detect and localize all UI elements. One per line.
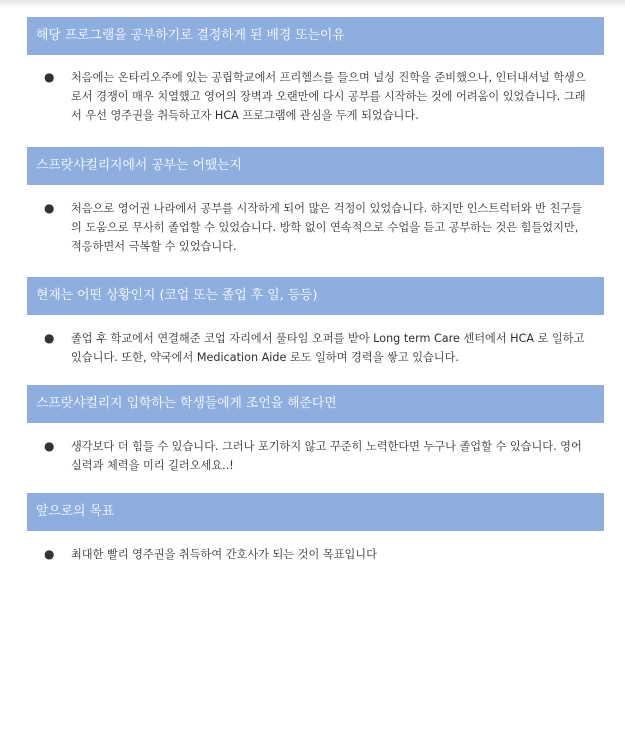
section-header: 해당 프로그램을 공부하기로 결정하게 된 배경 또는이유	[27, 17, 604, 55]
bullet-icon: ●	[44, 201, 55, 215]
section-text: 생각보다 더 힘들 수 있습니다. 그러나 포기하지 않고 꾸준히 노력한다면 누구나 졸업할 수 있습니다. 영어실력과 체력을 미리 길러오세요..!	[71, 440, 582, 472]
document	[27, 17, 604, 564]
section-background-reason	[27, 17, 604, 147]
bullet-icon: ●	[44, 439, 55, 453]
section-body	[27, 185, 604, 277]
section-text: 처음으로 영어권 나라에서 공부를 시작하게 되어 많은 걱정이 있었습니다. 하지만 인스트럭터와 반 친구들의 도움으로 무사히 졸업할 수 있었습니다. 방학 없이 연속적으로 수업을 듣고 공부하는 것은 힘들었지만, 적응하면서 극복할 수 있었습니다.	[71, 202, 582, 253]
section-current-status	[27, 277, 604, 385]
section-body	[27, 315, 604, 385]
bullet-icon: ●	[44, 70, 55, 84]
section-header: 스프랏샤컬리지 입학하는 학생들에게 조언을 해준다면	[27, 385, 604, 423]
section-text: 졸업 후 학교에서 연결해준 코업 자리에서 풀타임 오퍼를 받아 Long term Care 센터에서 HCA 로 일하고 있습니다. 또한, 약국에서 Medication Aide 로도 일하며 경력을 쌓고 있습니다.	[71, 332, 585, 364]
section-advice	[27, 385, 604, 493]
section-header: 현재는 어떤 상황인지 (코업 또는 졸업 후 일, 등등)	[27, 277, 604, 315]
section-study-experience	[27, 147, 604, 277]
section-body	[27, 55, 604, 147]
section-future-goal	[27, 493, 604, 564]
section-header: 앞으로의 목표	[27, 493, 604, 531]
section-body	[27, 423, 604, 493]
bullet-icon: ●	[44, 547, 55, 561]
section-text: 최대한 빨리 영주권을 취득하여 간호사가 되는 것이 목표입니다	[71, 548, 377, 561]
bullet-icon: ●	[44, 331, 55, 345]
section-body	[27, 531, 604, 564]
top-shadow	[0, 0, 625, 8]
section-header: 스프랏샤컬리지에서 공부는 어땠는지	[27, 147, 604, 185]
section-text: 처음에는 온타리오주에 있는 공립학교에서 프리헬스를 들으며 널싱 진학을 준비했으나, 인터내셔널 학생으로서 경쟁이 매우 치열했고 영어의 장벽과 오랜만에 다시 공부를 시작하는 것에 어려움이 있었습니다. 그래서 우선 영주권을 취득하고자 HCA 프로그램에 관심을 두게 되었습니다.	[71, 71, 586, 122]
